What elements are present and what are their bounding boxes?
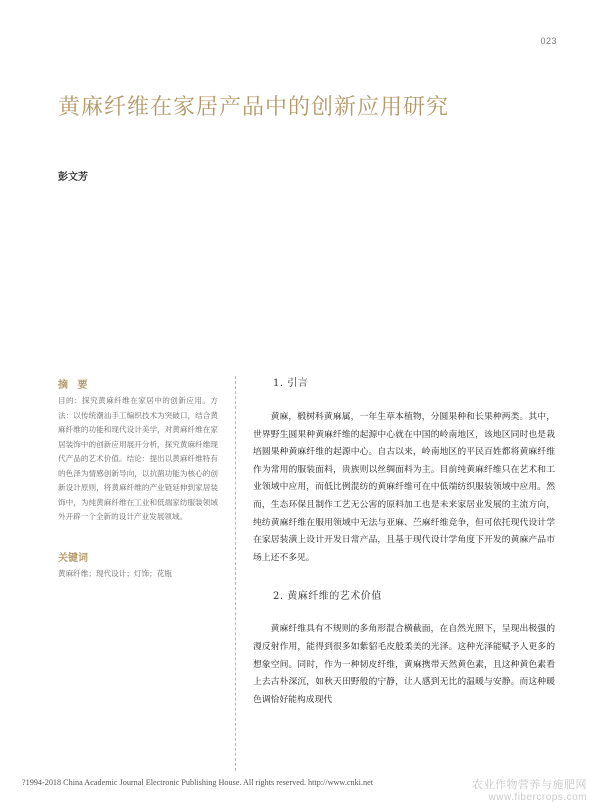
article-title: 黄麻纤维在家居产品中的创新应用研究 [58, 95, 450, 120]
author-name: 彭文芳 [58, 172, 88, 183]
watermark-text: 农业作物营养与施肥网 [472, 778, 587, 791]
abstract-column [58, 376, 218, 579]
section-1-paragraph: 黄麻，椴树科黄麻属，一年生草本植物，分圆果种和长果种两类。其中，世界野生圆果种黄麻纤维的起源中心就在中国的岭南地区，该地区同时也是栽培圆果种黄麻纤维的起源中心。自古以来，岭南地区的平民百姓都将黄麻纤维作为常用的服装面料，贵族则以丝绸面料为主。目前纯黄麻纤维只在艺术和工业领域中应用，而低比例混纺的黄麻纤维可在中低端纺织服装领域中应用。然而，生态环保且制作工艺无公害的原料加工也是未来家居业发展的主流方向，纯纺黄麻纤维在服用领域中无法与亚麻、苎麻纤维竞争，但可依托现代设计学在家居装潢上设计开发日常产品，且基于现代设计学角度下开发的黄麻产品市场上还不多见。 [253, 412, 555, 563]
column-divider [235, 376, 236, 771]
abstract-label: 摘 要 [58, 380, 91, 391]
section-2-heading: 2. 黄麻纤维的艺术价值 [273, 591, 382, 603]
keywords-text: 黄麻纤维；现代设计；灯饰；花瓶 [58, 568, 172, 578]
abstract-text: 目的：探究黄麻纤维在家居中的创新应用。方法：以传统潮汕手工编织技术为突破口，结合黄麻纤维的功能和现代设计美学，对黄麻纤维在家居装饰中的创新应用展开分析，探究黄麻纤维现代产品的艺术价值。结论：提出以黄麻纤维特有的色泽为情感创新导向，以抗菌功能为核心的创新设计原则，将黄麻纤维的产业链延伸到家居装饰中，为纯黄麻纤维在工业和低端家纺服装领域外开辟一个全新的设计产业发展领域。 [58, 396, 218, 521]
copyright-footer: ?1994-2018 China Academic Journal Electronic Publishing House. All rights reserved. http://www.cnki.net [22, 778, 374, 787]
body-column [253, 374, 555, 709]
section-2-paragraph: 黄麻纤维具有不规则的多角形混合横截面，在自然光照下，呈现出极强的漫反射作用，能得到很多如紫貂毛皮般柔美的光泽。这种光泽能赋予人更多的想象空间。同时，作为一种韧皮纤维，黄麻携带天然黄色素，且这种黄色素看上去古朴深沉，如秋天田野般的宁静，让人感到无比的温暖与安静。而这种暖色调恰好能构成现代 [253, 624, 555, 705]
section-1-heading: 1. 引言 [273, 378, 309, 389]
page-number: 023 [540, 36, 557, 46]
keywords-label: 关键词 [58, 552, 88, 564]
watermark-url: www.fibercrops.com [488, 792, 587, 803]
